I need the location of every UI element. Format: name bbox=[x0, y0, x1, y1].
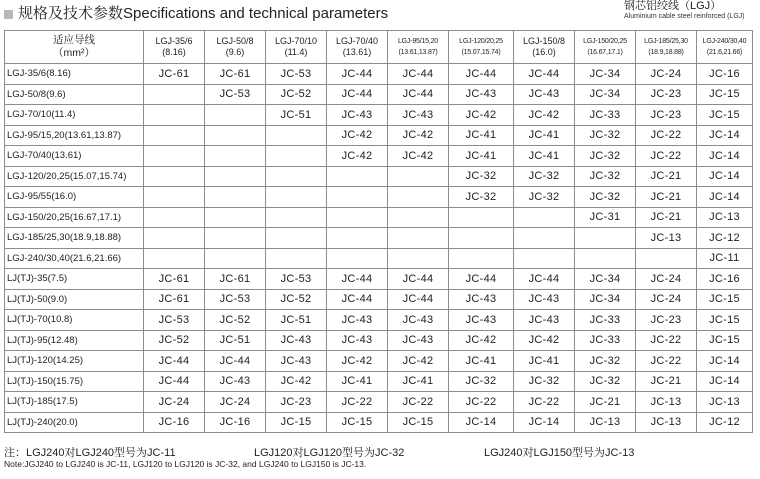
column-header bbox=[636, 31, 697, 64]
column-header bbox=[205, 31, 266, 64]
table-cell: JC-23 bbox=[636, 310, 697, 331]
row-label: LJ(TJ)-185(17.5) bbox=[5, 392, 144, 413]
brand-en: Aluminium cable steel reinforced (LGJ) bbox=[624, 13, 745, 20]
table-header bbox=[5, 31, 753, 64]
column-name: LGJ-50/8 bbox=[216, 36, 254, 46]
table-cell: JC-44 bbox=[514, 269, 575, 290]
table-cell: JC-44 bbox=[327, 269, 388, 290]
table-cell: JC-43 bbox=[449, 84, 514, 105]
table-cell bbox=[144, 187, 205, 208]
table-cell bbox=[144, 84, 205, 105]
table-row bbox=[5, 146, 753, 167]
table-cell bbox=[144, 228, 205, 249]
column-size: (8.16) bbox=[162, 47, 186, 57]
table-cell: JC-41 bbox=[514, 125, 575, 146]
table-cell bbox=[144, 166, 205, 187]
table-cell: JC-32 bbox=[575, 146, 636, 167]
table-cell: JC-21 bbox=[636, 371, 697, 392]
table-cell: JC-13 bbox=[697, 392, 753, 413]
table-cell: JC-12 bbox=[697, 412, 753, 433]
column-size: (9.6) bbox=[225, 47, 245, 57]
table-cell: JC-41 bbox=[514, 146, 575, 167]
column-size: (11.4) bbox=[284, 47, 308, 57]
table-cell bbox=[514, 248, 575, 269]
table-cell: JC-61 bbox=[144, 289, 205, 310]
table-cell bbox=[205, 207, 266, 228]
table-row bbox=[5, 84, 753, 105]
table-cell bbox=[144, 207, 205, 228]
table-cell bbox=[205, 166, 266, 187]
table-cell: JC-14 bbox=[697, 187, 753, 208]
table-cell bbox=[327, 187, 388, 208]
table-cell: JC-42 bbox=[514, 105, 575, 126]
table-cell: JC-42 bbox=[514, 330, 575, 351]
table-cell: JC-33 bbox=[575, 330, 636, 351]
table-cell: JC-61 bbox=[205, 269, 266, 290]
table-cell: JC-32 bbox=[575, 351, 636, 372]
note-cn bbox=[4, 444, 756, 458]
table-cell: JC-43 bbox=[266, 351, 327, 372]
table-cell: JC-24 bbox=[636, 269, 697, 290]
table-cell: JC-16 bbox=[205, 412, 266, 433]
table-cell bbox=[514, 207, 575, 228]
corner-header bbox=[5, 31, 144, 64]
table-cell bbox=[266, 166, 327, 187]
table-cell: JC-15 bbox=[697, 310, 753, 331]
table-cell: JC-13 bbox=[697, 207, 753, 228]
table-cell: JC-44 bbox=[327, 64, 388, 85]
column-header bbox=[144, 31, 205, 64]
table-row bbox=[5, 248, 753, 269]
table-cell: JC-32 bbox=[514, 187, 575, 208]
column-header bbox=[388, 31, 449, 64]
note-cn-3: LGJ240对LGJ150型号为JC-13 bbox=[484, 447, 635, 459]
column-size: (13.61,13.87) bbox=[398, 49, 438, 56]
table-cell bbox=[327, 228, 388, 249]
column-size: (13.61) bbox=[342, 47, 372, 57]
table-cell: JC-61 bbox=[144, 269, 205, 290]
table-row bbox=[5, 351, 753, 372]
table-cell: JC-41 bbox=[388, 371, 449, 392]
row-label: LGJ-150/20,25(16.67,17.1) bbox=[5, 207, 144, 228]
table-cell bbox=[327, 248, 388, 269]
title-text: 规格及技术参数Specifications and technical parameters bbox=[18, 5, 389, 22]
table-cell: JC-42 bbox=[449, 105, 514, 126]
table-cell: JC-33 bbox=[575, 310, 636, 331]
table-cell: JC-52 bbox=[144, 330, 205, 351]
table-cell: JC-43 bbox=[388, 310, 449, 331]
table-cell: JC-14 bbox=[697, 125, 753, 146]
table-cell: JC-23 bbox=[636, 84, 697, 105]
row-label: LGJ-240/30,40(21.6,21.66) bbox=[5, 248, 144, 269]
column-name: LGJ-95/15,20 bbox=[397, 38, 439, 45]
table-cell: JC-32 bbox=[514, 166, 575, 187]
table-body bbox=[5, 64, 753, 433]
table-cell: JC-32 bbox=[575, 125, 636, 146]
table-row bbox=[5, 105, 753, 126]
table-cell bbox=[636, 248, 697, 269]
table-cell: JC-42 bbox=[388, 146, 449, 167]
column-size: (18.9,18.88) bbox=[648, 49, 684, 56]
table-cell bbox=[449, 228, 514, 249]
table-cell bbox=[205, 146, 266, 167]
table-row bbox=[5, 330, 753, 351]
table-cell bbox=[205, 228, 266, 249]
column-size: (16.0) bbox=[532, 47, 556, 57]
table-cell: JC-13 bbox=[636, 228, 697, 249]
column-size: (16.67,17.1) bbox=[587, 49, 623, 56]
table-cell: JC-42 bbox=[327, 146, 388, 167]
table-cell: JC-43 bbox=[388, 330, 449, 351]
table-cell: JC-23 bbox=[266, 392, 327, 413]
table-cell: JC-34 bbox=[575, 64, 636, 85]
table-cell: JC-22 bbox=[636, 330, 697, 351]
table-cell: JC-22 bbox=[449, 392, 514, 413]
column-name: LGJ-240/30,40 bbox=[702, 38, 747, 45]
column-header bbox=[575, 31, 636, 64]
table-cell: JC-53 bbox=[266, 269, 327, 290]
column-header bbox=[449, 31, 514, 64]
table-cell: JC-15 bbox=[697, 84, 753, 105]
table-cell: JC-34 bbox=[575, 84, 636, 105]
table-cell: JC-44 bbox=[205, 351, 266, 372]
table-cell: JC-43 bbox=[327, 330, 388, 351]
row-label: LGJ-95/15,20(13.61,13.87) bbox=[5, 125, 144, 146]
column-size: (15.07,15.74) bbox=[461, 49, 501, 56]
table-cell bbox=[266, 228, 327, 249]
table-cell: JC-32 bbox=[449, 187, 514, 208]
note-cn-1: 注：LGJ240对LGJ240型号为JC-11 bbox=[4, 447, 176, 459]
column-size: (21.6,21.66) bbox=[706, 49, 743, 56]
table-cell: JC-23 bbox=[636, 105, 697, 126]
table-cell bbox=[205, 248, 266, 269]
row-label: LGJ-120/20,25(15.07,15.74) bbox=[5, 166, 144, 187]
column-header bbox=[514, 31, 575, 64]
column-name: LGJ-70/10 bbox=[274, 36, 318, 46]
table-cell: JC-22 bbox=[388, 392, 449, 413]
table-cell: JC-12 bbox=[697, 228, 753, 249]
row-label: LGJ-70/10(11.4) bbox=[5, 105, 144, 126]
table-cell: JC-32 bbox=[449, 166, 514, 187]
table-cell: JC-53 bbox=[205, 84, 266, 105]
corner-line2: （mm²） bbox=[53, 47, 95, 59]
table-cell: JC-14 bbox=[514, 412, 575, 433]
table-cell: JC-43 bbox=[327, 310, 388, 331]
table-cell bbox=[449, 248, 514, 269]
product-brand bbox=[624, 0, 756, 21]
column-header bbox=[697, 31, 753, 64]
table-cell: JC-53 bbox=[205, 289, 266, 310]
table-cell: JC-24 bbox=[636, 64, 697, 85]
table-cell: JC-43 bbox=[449, 310, 514, 331]
column-name: LGJ-150/20,25 bbox=[583, 38, 627, 45]
table-cell bbox=[388, 248, 449, 269]
table-cell: JC-51 bbox=[205, 330, 266, 351]
table-cell bbox=[514, 228, 575, 249]
table-cell bbox=[205, 125, 266, 146]
table-cell: JC-32 bbox=[514, 371, 575, 392]
table-cell bbox=[144, 125, 205, 146]
row-label: LJ(TJ)-35(7.5) bbox=[5, 269, 144, 290]
table-cell: JC-52 bbox=[266, 84, 327, 105]
table-cell: JC-42 bbox=[388, 125, 449, 146]
table-row bbox=[5, 289, 753, 310]
table-cell: JC-32 bbox=[575, 166, 636, 187]
table-cell: JC-24 bbox=[144, 392, 205, 413]
table-cell: JC-43 bbox=[514, 310, 575, 331]
table-row bbox=[5, 187, 753, 208]
table-cell: JC-44 bbox=[388, 64, 449, 85]
table-cell: JC-53 bbox=[266, 64, 327, 85]
table-cell: JC-44 bbox=[327, 84, 388, 105]
table-cell bbox=[266, 146, 327, 167]
table-cell: JC-43 bbox=[514, 289, 575, 310]
table-row bbox=[5, 64, 753, 85]
table-cell: JC-52 bbox=[205, 310, 266, 331]
table-cell: JC-32 bbox=[449, 371, 514, 392]
section-title bbox=[4, 4, 604, 26]
table-cell: JC-44 bbox=[449, 64, 514, 85]
table-cell: JC-51 bbox=[266, 105, 327, 126]
table-cell: JC-34 bbox=[575, 289, 636, 310]
table-cell: JC-42 bbox=[266, 371, 327, 392]
note-cn-2: LGJ120对LGJ120型号为JC-32 bbox=[254, 447, 405, 459]
table-cell: JC-15 bbox=[388, 412, 449, 433]
table-cell: JC-15 bbox=[697, 289, 753, 310]
table-cell bbox=[266, 187, 327, 208]
table-cell bbox=[205, 187, 266, 208]
table-cell: JC-13 bbox=[636, 412, 697, 433]
table-cell: JC-21 bbox=[636, 187, 697, 208]
table-cell: JC-43 bbox=[266, 330, 327, 351]
table-row bbox=[5, 412, 753, 433]
table-cell: JC-41 bbox=[327, 371, 388, 392]
table-cell: JC-41 bbox=[449, 351, 514, 372]
table-row bbox=[5, 228, 753, 249]
table-cell: JC-15 bbox=[266, 412, 327, 433]
table-cell: JC-42 bbox=[327, 351, 388, 372]
table-cell: JC-16 bbox=[144, 412, 205, 433]
row-label: LJ(TJ)-95(12.48) bbox=[5, 330, 144, 351]
table-cell: JC-43 bbox=[514, 84, 575, 105]
row-label: LJ(TJ)-240(20.0) bbox=[5, 412, 144, 433]
table-cell: JC-44 bbox=[388, 289, 449, 310]
table-cell bbox=[388, 166, 449, 187]
table-cell: JC-42 bbox=[449, 330, 514, 351]
table-cell: JC-13 bbox=[575, 412, 636, 433]
table-cell: JC-34 bbox=[575, 269, 636, 290]
row-label: LGJ-50/8(9.6) bbox=[5, 84, 144, 105]
table-cell: JC-11 bbox=[697, 248, 753, 269]
table-cell: JC-14 bbox=[449, 412, 514, 433]
row-label: LJ(TJ)-70(10.8) bbox=[5, 310, 144, 331]
row-label: LGJ-35/6(8.16) bbox=[5, 64, 144, 85]
table-cell: JC-14 bbox=[697, 166, 753, 187]
table-row bbox=[5, 310, 753, 331]
table-cell: JC-15 bbox=[697, 330, 753, 351]
corner-line1: 适应导线 bbox=[53, 34, 95, 46]
table-cell: JC-16 bbox=[697, 64, 753, 85]
table-cell: JC-22 bbox=[636, 351, 697, 372]
table-cell: JC-31 bbox=[575, 207, 636, 228]
table-cell bbox=[266, 248, 327, 269]
table-row bbox=[5, 392, 753, 413]
table-cell: JC-24 bbox=[205, 392, 266, 413]
brand-cn: 钢芯铝绞线（LGJ） bbox=[624, 0, 722, 12]
table-cell bbox=[388, 187, 449, 208]
table-cell: JC-43 bbox=[205, 371, 266, 392]
table-cell: JC-14 bbox=[697, 371, 753, 392]
table-cell bbox=[266, 207, 327, 228]
column-name: LGJ-185/25,30 bbox=[644, 38, 688, 45]
table-cell: JC-21 bbox=[575, 392, 636, 413]
table-cell bbox=[388, 228, 449, 249]
table-cell: JC-41 bbox=[449, 125, 514, 146]
table-cell bbox=[144, 105, 205, 126]
spec-table bbox=[4, 30, 753, 433]
table-cell: JC-21 bbox=[636, 207, 697, 228]
column-name: LGJ-70/40 bbox=[335, 36, 379, 46]
column-name: LGJ-150/8 bbox=[522, 36, 566, 46]
table-cell: JC-42 bbox=[327, 125, 388, 146]
row-label: LJ(TJ)-50(9.0) bbox=[5, 289, 144, 310]
table-cell: JC-22 bbox=[327, 392, 388, 413]
table-cell bbox=[575, 228, 636, 249]
column-name: LGJ-35/6 bbox=[155, 36, 193, 46]
table-row bbox=[5, 269, 753, 290]
table-cell: JC-15 bbox=[327, 412, 388, 433]
table-cell: JC-61 bbox=[144, 64, 205, 85]
table-cell: JC-32 bbox=[575, 187, 636, 208]
table-cell bbox=[266, 125, 327, 146]
title-square-icon bbox=[4, 10, 13, 19]
table-cell: JC-43 bbox=[388, 105, 449, 126]
column-header bbox=[327, 31, 388, 64]
table-cell: JC-41 bbox=[514, 351, 575, 372]
table-cell: JC-22 bbox=[636, 125, 697, 146]
table-cell bbox=[144, 248, 205, 269]
table-cell: JC-22 bbox=[636, 146, 697, 167]
table-cell bbox=[449, 207, 514, 228]
column-name: LGJ-120/20,25 bbox=[459, 38, 503, 45]
table-cell bbox=[575, 248, 636, 269]
table-cell: JC-43 bbox=[449, 289, 514, 310]
row-label: LJ(TJ)-120(14.25) bbox=[5, 351, 144, 372]
table-cell: JC-44 bbox=[388, 269, 449, 290]
table-cell: JC-44 bbox=[327, 289, 388, 310]
table-cell: JC-33 bbox=[575, 105, 636, 126]
table-cell: JC-61 bbox=[205, 64, 266, 85]
table-cell: JC-44 bbox=[514, 64, 575, 85]
row-label: LGJ-185/25,30(18.9,18.88) bbox=[5, 228, 144, 249]
table-cell: JC-22 bbox=[514, 392, 575, 413]
row-label: LGJ-70/40(13.61) bbox=[5, 146, 144, 167]
table-cell: JC-16 bbox=[697, 269, 753, 290]
table-cell: JC-44 bbox=[388, 84, 449, 105]
table-cell: JC-15 bbox=[697, 105, 753, 126]
table-row bbox=[5, 166, 753, 187]
table-row bbox=[5, 125, 753, 146]
table-cell: JC-44 bbox=[144, 351, 205, 372]
table-cell: JC-51 bbox=[266, 310, 327, 331]
table-cell bbox=[327, 207, 388, 228]
table-cell: JC-21 bbox=[636, 166, 697, 187]
table-cell: JC-41 bbox=[449, 146, 514, 167]
row-label: LGJ-95/55(16.0) bbox=[5, 187, 144, 208]
table-cell: JC-42 bbox=[388, 351, 449, 372]
table-cell: JC-44 bbox=[144, 371, 205, 392]
table-row bbox=[5, 371, 753, 392]
table-cell bbox=[388, 207, 449, 228]
table-cell: JC-14 bbox=[697, 351, 753, 372]
table-cell: JC-32 bbox=[575, 371, 636, 392]
table-cell: JC-13 bbox=[636, 392, 697, 413]
row-label: LJ(TJ)-150(15.75) bbox=[5, 371, 144, 392]
table-cell bbox=[144, 146, 205, 167]
column-header bbox=[266, 31, 327, 64]
table-row bbox=[5, 207, 753, 228]
note-en: Note:JGJ240 to LGJ240 is JC-11, LGJ120 to LGJ120 is JC-32, and LGJ240 to LGJ150 is JC-13. bbox=[4, 459, 367, 469]
table-cell: JC-43 bbox=[327, 105, 388, 126]
table-cell bbox=[205, 105, 266, 126]
table-cell: JC-44 bbox=[449, 269, 514, 290]
table-cell: JC-52 bbox=[266, 289, 327, 310]
table-cell: JC-14 bbox=[697, 146, 753, 167]
table-cell: JC-24 bbox=[636, 289, 697, 310]
table-cell: JC-53 bbox=[144, 310, 205, 331]
table-cell bbox=[327, 166, 388, 187]
